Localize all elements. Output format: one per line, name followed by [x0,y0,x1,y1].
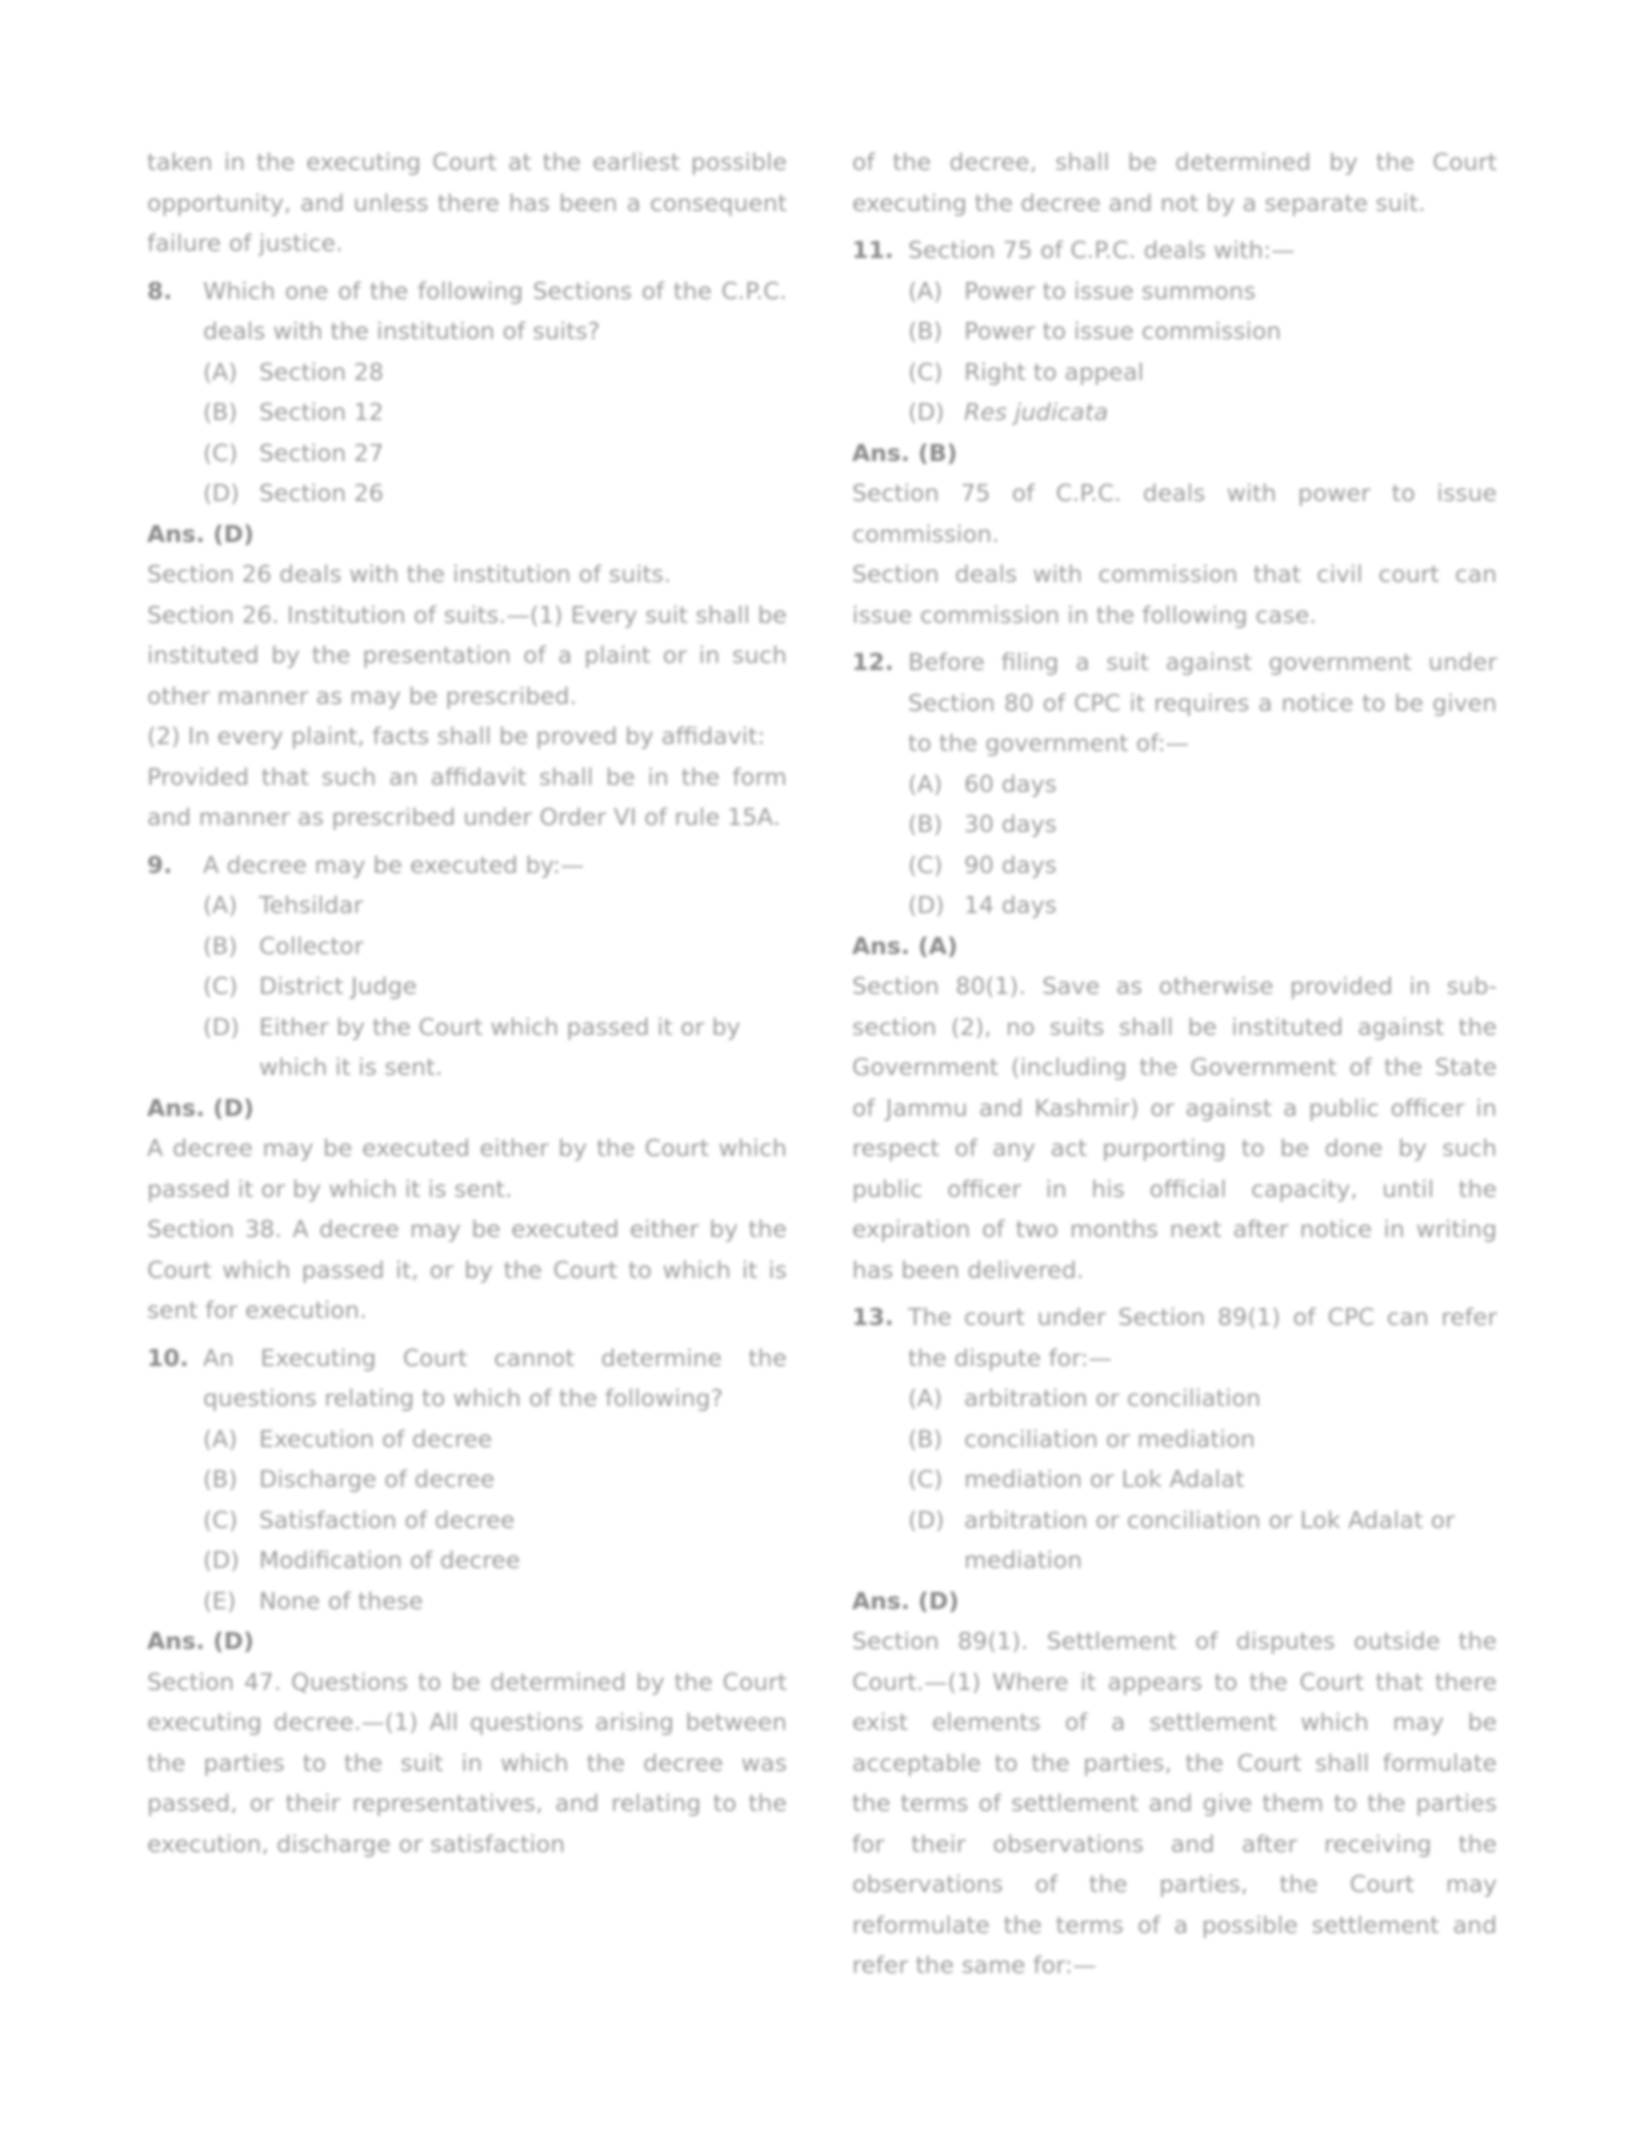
option-label: (B) [908,1424,943,1453]
explanation-paragraph: Section 89(1). Settlement of disputes outside the Court.—(1) Where it appears to the Court that there exist elements of a settlement which may be acceptable to the parties, the Court shall formulate the terms of settlement and give them to the parties for their observations and after receiving the observations of the parties, the Court may reformulate the terms of a possible settlement and refer the same for:— [852,1627,1497,1979]
question-11 [852,230,1497,271]
option-label: (A) [203,357,238,386]
answer-label: Ans. (D) [852,1586,960,1615]
option-label: (B) [203,931,238,960]
option-d [147,1007,787,1088]
option-text: Res judicata [964,398,1109,426]
option-label: (D) [203,479,240,507]
explanation-paragraph: Section deals with commission that civil court can issue commission in the following case. [852,560,1497,629]
option-label: (A) [908,769,943,798]
option-text: 90 days [964,850,1057,879]
question-number: 11. [852,236,894,264]
option-label: (A) [203,1424,238,1453]
explanation-paragraph: Section 38. A decree may be executed either by the Court which passed it, or by the Court to which it is sent for execution. [147,1215,787,1324]
option-text: Power to issue summons [964,276,1256,305]
question-number: 8. [147,276,173,305]
option-text: Discharge of decree [259,1465,495,1493]
explanation-paragraph: Provided that such an affidavit shall be in the form and manner as prescribed under Order VI of rule 15A. [147,762,787,831]
option-a [147,885,787,926]
explanation-paragraph: (2) In every plaint, facts shall be proved by affidavit: [147,722,766,750]
option-label: (C) [908,357,943,386]
option-text: conciliation or mediation [964,1424,1256,1453]
option-d [147,473,787,514]
option-a [852,271,1497,312]
option-d [852,885,1497,926]
option-b [147,1459,787,1500]
continued-paragraph: taken in the executing Court at the earliest possible opportunity, and unless there has been a consequent failure of justice. [147,148,787,257]
option-text: Section 27 [259,438,384,467]
continued-paragraph: of the decree, shall be determined by the Court executing the decree and not by a separate suit. [852,148,1497,217]
option-label: (E) [203,1586,237,1615]
explanation-paragraph: Section 75 of C.P.C. deals with power to issue commission. [852,479,1497,548]
explanation-paragraph: Section 47. Questions to be determined by the Court executing decree.—(1) All questions arising between the parties to the suit in which the decree was passed, or their representatives, and relating to the execution, discharge or satisfaction [147,1667,787,1858]
option-text: Power to issue commission [964,317,1282,345]
explanation-paragraph: Section 26. Institution of suits.—(1) Every suit shall be instituted by the presentation of a plaint or in such other manner as may be prescribed. [147,600,787,710]
option-e [147,1581,787,1622]
option-text: Execution of decree [259,1424,493,1453]
option-d [852,392,1497,433]
option-label: (C) [908,850,943,879]
option-a [147,1419,787,1460]
option-d [852,1500,1497,1581]
option-d [147,1540,787,1581]
option-text: Tehsildar [259,891,363,919]
question-10 [147,1338,787,1419]
question-text: Section 75 of C.P.C. deals with:— [908,236,1295,264]
left-column [147,142,787,1864]
question-13 [852,1297,1497,1378]
answer-label: Ans. (B) [852,438,958,467]
option-text: Satisfaction of decree [259,1505,515,1534]
question-text: A decree may be executed by:— [203,850,584,879]
answer-label: Ans. (D) [147,1627,255,1655]
option-text: 14 days [964,891,1057,919]
option-b [852,311,1497,352]
option-label: (C) [908,1465,943,1493]
answer-label: Ans. (A) [852,931,958,960]
explanation-paragraph: Section 26 deals with the institution of suits. [147,560,672,588]
option-text: 60 days [964,769,1057,798]
question-number: 13. [852,1303,894,1331]
option-text: mediation or Lok Adalat [964,1465,1245,1493]
question-number: 10. [147,1343,189,1372]
answer-label: Ans. (D) [147,1093,255,1122]
option-label: (B) [908,317,943,345]
option-label: (A) [908,1384,943,1412]
option-a [147,352,787,393]
option-label: (D) [908,398,945,426]
question-number: 12. [852,648,894,676]
option-label: (B) [203,398,238,426]
option-c [852,352,1497,393]
option-c [147,1500,787,1541]
question-text: The court under Section 89(1) of CPC can refer the dispute for:— [908,1303,1497,1372]
option-c [852,845,1497,886]
option-label: (D) [203,1546,240,1574]
right-column [852,142,1497,1986]
explanation-paragraph: Section 80(1). Save as otherwise provided in sub-section (2), no suits shall be instituted against the Government (including the Government of the State of Jammu and Kashmir) or against a public officer in respect of any act purporting to be done by such public officer in his official capacity, until the expiration of two months next after notice in writing has been delivered. [852,972,1497,1284]
option-label: (C) [203,438,238,467]
option-c [147,433,787,474]
option-c [147,966,787,1007]
option-text: Either by the Court which passed it or by which it is sent. [259,1012,741,1081]
option-b [852,804,1497,845]
option-text: Collector [259,931,364,960]
option-text: Modification of decree [259,1546,521,1574]
option-label: (A) [203,891,238,919]
question-text: Before filing a suit against government under Section 80 of CPC it requires a notice to be given to the government of:— [908,648,1497,757]
option-label: (D) [203,1012,240,1041]
answer-label: Ans. (D) [147,519,255,548]
option-label: (C) [203,1505,238,1534]
option-text: Section 28 [259,357,384,386]
option-a [852,764,1497,805]
option-text: Right to appeal [964,357,1145,386]
question-text: Which one of the following Sections of the C.P.C. deals with the institution of suits? [203,276,787,345]
option-label: (B) [203,1465,238,1493]
question-12 [852,642,1497,764]
option-label: (C) [203,972,238,1000]
option-text: arbitration or conciliation or Lok Adalat or mediation [964,1505,1455,1574]
option-label: (D) [908,1505,945,1534]
option-text: 30 days [964,810,1057,838]
option-text: arbitration or conciliation [964,1384,1261,1412]
option-text: District Judge [259,972,417,1000]
option-text: None of these [259,1586,424,1615]
question-8 [147,271,787,352]
option-label: (A) [908,276,943,305]
option-c [852,1459,1497,1500]
option-b [852,1419,1497,1460]
question-text: An Executing Court cannot determine the questions relating to which of the following? [203,1343,787,1412]
option-label: (B) [908,810,943,838]
option-text: Section 12 [259,398,384,426]
option-b [147,926,787,967]
question-9 [147,845,787,886]
option-label: (D) [908,891,945,919]
option-a [852,1378,1497,1419]
option-b [147,392,787,433]
option-text: Section 26 [259,479,384,507]
question-number: 9. [147,850,173,879]
explanation-paragraph: A decree may be executed either by the Court which passed it or by which it is sent. [147,1134,787,1203]
